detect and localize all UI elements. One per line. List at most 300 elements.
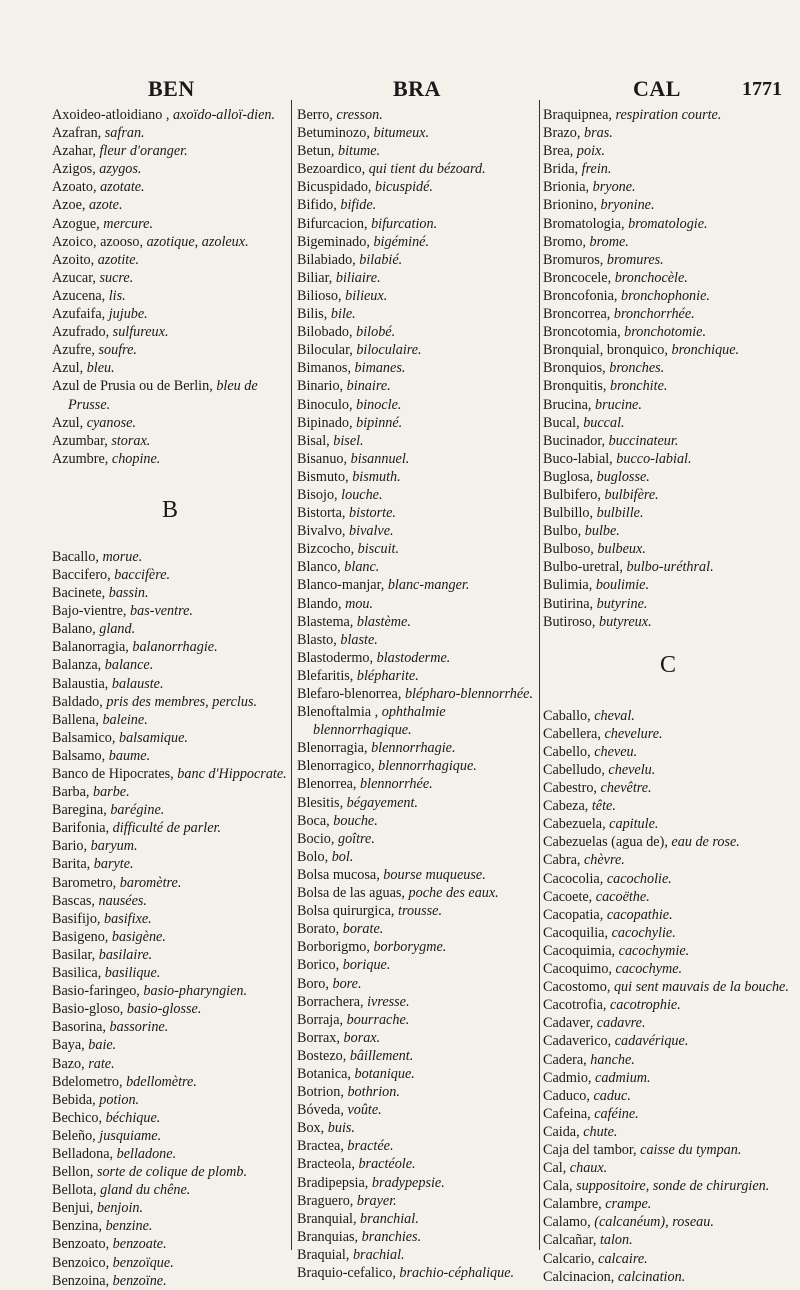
spanish-term: Blando, [297, 595, 346, 612]
dictionary-entry [543, 1051, 793, 1069]
spanish-term: Cal, [543, 1160, 570, 1177]
spanish-term: Bolo, [297, 848, 332, 865]
french-translation: poche des eaux. [408, 885, 499, 902]
french-translation: crampe. [605, 1196, 652, 1213]
spanish-term: Bellota, [52, 1182, 101, 1199]
spanish-term: Caduco, [543, 1087, 594, 1104]
french-translation: bromatologie. [628, 215, 708, 232]
french-translation: boulimie. [595, 577, 650, 594]
french-translation: poix. [576, 143, 605, 160]
dictionary-entry [543, 833, 793, 851]
spanish-term: Calcario, [543, 1250, 599, 1267]
dictionary-entry [297, 576, 537, 594]
spanish-term: Azul, [52, 360, 87, 377]
dictionary-entry [297, 1155, 537, 1173]
dictionary-entry [543, 323, 793, 341]
dictionary-entry [297, 1083, 537, 1101]
spanish-term: Azucar, [52, 269, 100, 286]
dictionary-entry [52, 675, 288, 693]
dictionary-entry [297, 757, 537, 775]
spanish-term: Cabra, [543, 852, 584, 869]
dictionary-entry [543, 1141, 793, 1159]
french-translation: baccifère. [114, 566, 171, 583]
dictionary-entry [52, 892, 288, 910]
spanish-term: Butirina, [543, 595, 597, 612]
french-translation: bronchophonie. [621, 287, 710, 304]
spanish-term: Basilar, [52, 946, 99, 963]
spanish-term: Axoideo-atloidiano , [52, 107, 173, 123]
french-translation: bractée. [347, 1138, 394, 1155]
french-translation: buglosse. [596, 468, 650, 485]
french-translation: hanche. [590, 1051, 635, 1068]
dictionary-entry [543, 595, 793, 613]
spanish-term: Bostezo, [297, 1047, 350, 1064]
spanish-term: Bromatologia, [543, 215, 629, 232]
dictionary-entry [543, 797, 793, 815]
dictionary-entry [297, 468, 537, 486]
spanish-term: Bistorta, [297, 505, 350, 522]
spanish-term: Blanco-manjar, [297, 577, 388, 594]
french-translation: bol. [331, 848, 354, 865]
french-translation: louche. [341, 486, 383, 503]
spanish-term: Cacocolia, [543, 870, 607, 887]
dictionary-entry [543, 870, 793, 888]
spanish-term: Cacoquilia, [543, 924, 612, 941]
dictionary-entry [543, 396, 793, 414]
dictionary-entry [297, 975, 537, 993]
french-translation: cacochylie. [611, 924, 676, 941]
spanish-term: Cacopatia, [543, 906, 607, 923]
spanish-term: Branquias, [297, 1228, 362, 1245]
column-3 [543, 106, 793, 1286]
spanish-term: Caballo, [543, 707, 595, 724]
dictionary-entry [52, 874, 288, 892]
spanish-term: Borraja, [297, 1011, 347, 1028]
french-translation: azotite. [97, 251, 140, 268]
column-1 [52, 106, 288, 1290]
spanish-term: Basifijo, [52, 910, 105, 927]
french-translation: azotique, azoleux. [146, 233, 249, 250]
french-translation: jusquiame. [99, 1127, 162, 1144]
dictionary-entry [52, 178, 288, 196]
dictionary-entry [52, 305, 288, 323]
dictionary-entry [52, 1217, 288, 1235]
french-translation: brucine. [595, 396, 642, 413]
spanish-term: Cabellera, [543, 725, 605, 742]
dictionary-entry [52, 656, 288, 674]
french-translation: blastoderme. [376, 649, 451, 666]
spanish-term: Bilioso, [297, 287, 346, 304]
spanish-term: Belladona, [52, 1145, 117, 1162]
spanish-term: Blefaro-blenorrea, [297, 686, 405, 702]
french-translation: bouche. [333, 812, 378, 829]
dictionary-entry [297, 1174, 537, 1192]
dictionary-entry [52, 837, 288, 855]
french-translation: bras. [583, 125, 613, 142]
dictionary-entry [52, 620, 288, 638]
spanish-term: Barometro, [52, 874, 120, 891]
french-translation: baromètre. [119, 874, 182, 891]
spanish-term: Azucena, [52, 287, 109, 304]
dictionary-entry [297, 142, 537, 160]
spanish-term: Basorina, [52, 1019, 110, 1036]
dictionary-entry [297, 993, 537, 1011]
column-divider [291, 100, 292, 1250]
french-translation: cyanose. [86, 414, 136, 431]
dictionary-entry [52, 251, 288, 269]
french-translation: cacochyme. [615, 961, 683, 978]
french-translation: caféine. [594, 1105, 639, 1122]
dictionary-entry [543, 888, 793, 906]
dictionary-entry [543, 178, 793, 196]
dictionary-entry [543, 1177, 793, 1195]
french-translation: cresson. [336, 107, 383, 123]
spanish-term: Binario, [297, 378, 347, 395]
spanish-term: Borborigmo, [297, 939, 374, 956]
spanish-term: Cafeina, [543, 1105, 595, 1122]
dictionary-entry [52, 602, 288, 620]
dictionary-entry [543, 1159, 793, 1177]
french-translation: biscuit. [357, 541, 400, 558]
french-translation: benzine. [105, 1218, 153, 1235]
french-translation: rate. [88, 1055, 115, 1072]
dictionary-entry [52, 638, 288, 656]
french-translation: lis. [108, 287, 126, 304]
dictionary-entry [52, 729, 288, 747]
french-translation: bulbo-uréthral. [626, 559, 714, 576]
dictionary-entry [297, 251, 537, 269]
dictionary-entry [297, 1246, 537, 1264]
dictionary-entry [543, 558, 793, 576]
french-translation: butyreux. [598, 613, 652, 630]
spanish-term: Bóveda, [297, 1102, 348, 1119]
page-number: 1771 [742, 78, 782, 100]
dictionary-entry [52, 982, 288, 1000]
dictionary-entry [297, 377, 537, 395]
french-translation: bronchotomie. [624, 324, 706, 341]
spanish-term: Box, [297, 1120, 328, 1137]
french-translation: gland du chêne. [100, 1182, 191, 1199]
spanish-term: Caja del tambor, [543, 1141, 641, 1158]
spanish-term: Braquio-cefalico, [297, 1265, 400, 1281]
french-translation: branchial. [360, 1210, 419, 1227]
dictionary-entry [52, 1163, 288, 1181]
dictionary-entry [297, 124, 537, 142]
spanish-term: Botanica, [297, 1065, 355, 1082]
dictionary-entry [52, 106, 288, 124]
dictionary-entry [543, 233, 793, 251]
spanish-term: Calamo, [543, 1214, 595, 1231]
dictionary-entry [297, 884, 537, 902]
spanish-term: Bacallo, [52, 548, 103, 565]
french-translation: capitule. [609, 816, 659, 833]
spanish-term: Braquial, [297, 1246, 353, 1263]
french-translation: benzoïne. [112, 1272, 167, 1289]
spanish-term: Balsamico, [52, 729, 119, 746]
spanish-term: Baldado, [52, 693, 107, 710]
spanish-term: Bimanos, [297, 360, 355, 377]
french-translation: bilobé. [356, 324, 396, 341]
spanish-term: Azafran, [52, 125, 105, 142]
french-translation: blépharo-blennorrhée. [404, 686, 533, 702]
dictionary-entry [52, 566, 288, 584]
spanish-term: Bulbo-uretral, [543, 559, 627, 576]
dictionary-entry [297, 956, 537, 974]
french-translation: borax. [343, 1029, 381, 1046]
dictionary-entry [297, 1011, 537, 1029]
french-translation: bilieux. [345, 287, 388, 304]
french-translation: azygos. [99, 161, 142, 178]
dictionary-entry [297, 106, 537, 124]
french-translation: bryone. [592, 179, 636, 196]
dictionary-entry [52, 1181, 288, 1199]
french-translation: basilique. [104, 965, 161, 982]
dictionary-entry [543, 359, 793, 377]
french-translation: fleur d'oranger. [99, 143, 188, 160]
french-translation: bourrache. [346, 1011, 410, 1028]
french-translation: chevelure. [604, 725, 663, 742]
french-translation: respiration courte. [615, 107, 722, 123]
dictionary-entry [297, 613, 537, 631]
dictionary-entry [52, 1109, 288, 1127]
spanish-term: Broncotomia, [543, 324, 625, 341]
french-translation: branchies. [361, 1228, 422, 1245]
french-translation: balanorrhagie. [132, 639, 218, 656]
dictionary-entry [52, 233, 288, 251]
french-translation: biloculaire. [356, 342, 422, 359]
spanish-term: Bigeminado, [297, 233, 374, 250]
spanish-term: Braguero, [297, 1192, 357, 1209]
french-translation: sorte de colique de plomb. [96, 1164, 248, 1181]
french-translation: cadavérique. [614, 1033, 689, 1050]
spanish-term: Bismuto, [297, 468, 353, 485]
spanish-term: Bilabiado, [297, 251, 360, 268]
dictionary-entry [297, 866, 537, 884]
dictionary-entry [543, 377, 793, 395]
french-translation: trousse. [398, 903, 443, 920]
spanish-term: Azoe, [52, 197, 90, 214]
dictionary-entry [297, 450, 537, 468]
dictionary-entry [297, 1192, 537, 1210]
dictionary-entry [297, 233, 537, 251]
dictionary-entry [52, 1018, 288, 1036]
spanish-term: Bucal, [543, 414, 584, 431]
french-translation: butyrine. [596, 595, 648, 612]
dictionary-entry [297, 920, 537, 938]
spanish-term: Bisanuo, [297, 450, 351, 467]
french-translation: bas-ventre. [130, 603, 193, 620]
spanish-term: Bascas, [52, 892, 99, 909]
dictionary-entry [52, 1073, 288, 1091]
spanish-term: Basigeno, [52, 928, 112, 945]
dictionary-entry [543, 251, 793, 269]
dictionary-entry [297, 160, 537, 178]
french-translation: bitumeux. [373, 125, 430, 142]
french-translation: bronchite. [610, 378, 668, 395]
dictionary-entry [297, 938, 537, 956]
french-translation: blanc-manger. [387, 577, 470, 594]
french-translation: frein. [581, 161, 612, 178]
french-translation: borborygme. [373, 939, 447, 956]
section-letter: B [161, 496, 178, 523]
french-translation: blépharite. [356, 667, 419, 684]
spanish-term: Beleño, [52, 1127, 100, 1144]
dictionary-entry [52, 414, 288, 432]
french-translation: difficulté de parler. [112, 820, 222, 837]
spanish-term: Bilocular, [297, 342, 357, 359]
french-translation: bulbe. [584, 523, 620, 540]
spanish-term: Blenorrea, [297, 776, 361, 793]
spanish-term: Bajo-vientre, [52, 603, 131, 620]
dictionary-entry [297, 649, 537, 667]
dictionary-entry [52, 765, 288, 783]
spanish-term: Biliar, [297, 269, 336, 286]
dictionary-entry [297, 215, 537, 233]
spanish-term: Blasto, [297, 631, 341, 648]
spanish-term: Azumbre, [52, 450, 112, 467]
french-translation: bdellomètre. [126, 1073, 197, 1090]
spanish-term: Borrachera, [297, 993, 368, 1010]
french-translation: ophthalmie blennorrhagique. [313, 704, 446, 739]
spanish-term: Cabezuelas (agua de), [543, 834, 672, 851]
spanish-term: Bacinete, [52, 585, 109, 602]
spanish-term: Barifonia, [52, 820, 113, 837]
spanish-term: Benzoina, [52, 1272, 113, 1289]
spanish-term: Basilica, [52, 965, 105, 982]
spanish-term: Bezoardico, [297, 161, 369, 178]
french-translation: basilaire. [98, 946, 153, 963]
spanish-term: Cacotrofia, [543, 997, 610, 1014]
french-translation: chaux. [569, 1160, 608, 1177]
spanish-term: Benzoico, [52, 1254, 113, 1271]
dictionary-entry [543, 504, 793, 522]
spanish-term: Bronquitis, [543, 378, 611, 395]
dictionary-entry [52, 432, 288, 450]
spanish-term: Bdelometro, [52, 1073, 127, 1090]
spanish-term: Boro, [297, 975, 333, 992]
french-translation: goître. [337, 830, 375, 847]
french-translation: buccal. [583, 414, 625, 431]
dictionary-entry [297, 522, 537, 540]
french-translation: cacotrophie. [609, 997, 681, 1014]
spanish-term: Bracteola, [297, 1156, 359, 1173]
spanish-term: Butiroso, [543, 613, 599, 630]
spanish-term: Bolsa quirurgica, [297, 903, 399, 920]
spanish-term: Azoico, azooso, [52, 233, 147, 250]
spanish-term: Cacostomo, [543, 979, 614, 996]
dictionary-entry [52, 450, 288, 468]
spanish-term: Barita, [52, 856, 94, 873]
dictionary-entry [52, 928, 288, 946]
spanish-term: Basio-faringeo, [52, 983, 144, 1000]
french-translation: gland. [99, 621, 136, 638]
spanish-term: Balsamo, [52, 747, 109, 764]
french-translation: bismuth. [352, 468, 401, 485]
dictionary-entry [297, 848, 537, 866]
dictionary-entry [543, 1123, 793, 1141]
spanish-term: Brazo, [543, 125, 584, 142]
dictionary-entry [543, 851, 793, 869]
french-translation: blennorrhagie. [371, 740, 456, 757]
french-translation: bitume. [337, 143, 381, 160]
dictionary-entry [297, 703, 537, 739]
dictionary-entry [297, 178, 537, 196]
spanish-term: Barba, [52, 784, 93, 801]
spanish-term: Bulimia, [543, 577, 596, 594]
dictionary-entry [52, 341, 288, 359]
french-translation: barbe. [92, 784, 130, 801]
dictionary-entry [297, 595, 537, 613]
dictionary-entry [297, 667, 537, 685]
french-translation: bradypepsie. [371, 1174, 445, 1191]
spanish-term: Brea, [543, 143, 577, 160]
spanish-term: Bechico, [52, 1109, 106, 1126]
column-divider [539, 100, 540, 1250]
french-translation: benzoïque. [112, 1254, 174, 1271]
spanish-term: Ballena, [52, 711, 103, 728]
spanish-term: Bellon, [52, 1164, 97, 1181]
dictionary-entry [297, 323, 537, 341]
french-translation: basio-pharyngien. [143, 983, 248, 1000]
dictionary-entry [52, 196, 288, 214]
dictionary-entry [543, 1032, 793, 1050]
dictionary-entry [52, 819, 288, 837]
spanish-term: Cacoete, [543, 888, 596, 905]
french-translation: blennorrhée. [360, 776, 433, 793]
dictionary-entry [297, 812, 537, 830]
dictionary-entry [52, 801, 288, 819]
spanish-term: Blanco, [297, 559, 345, 576]
french-translation: bivalve. [349, 523, 394, 540]
spanish-term: Azufre, [52, 342, 99, 359]
french-translation: benzoate. [112, 1236, 167, 1253]
french-translation: bimanes. [354, 360, 406, 377]
spanish-term: Berro, [297, 107, 337, 123]
french-translation: baleine. [102, 711, 148, 728]
dictionary-entry [297, 305, 537, 323]
french-translation: azotate. [100, 179, 145, 196]
french-translation: bilabié. [359, 251, 403, 268]
dictionary-entry [297, 1137, 537, 1155]
spanish-term: Bisal, [297, 432, 334, 449]
french-translation: bulbifère. [604, 486, 659, 503]
dictionary-entry [543, 960, 793, 978]
dictionary-entry [543, 576, 793, 594]
french-translation: biliaire. [335, 269, 381, 286]
dictionary-entry [543, 906, 793, 924]
dictionary-entry [52, 142, 288, 160]
dictionary-entry [52, 1055, 288, 1073]
dictionary-entry [543, 924, 793, 942]
dictionary-entry [52, 548, 288, 566]
spanish-term: Bucinador, [543, 432, 609, 449]
dictionary-entry [543, 978, 793, 996]
spanish-term: Borrax, [297, 1029, 344, 1046]
french-translation: brachial. [352, 1246, 405, 1263]
dictionary-entry [543, 1231, 793, 1249]
spanish-term: Bifido, [297, 197, 341, 214]
spanish-term: Baya, [52, 1037, 89, 1054]
french-translation: bicuspidé. [375, 179, 433, 196]
french-translation: bégayement. [346, 794, 418, 811]
french-translation: balsamique. [118, 729, 188, 746]
dictionary-entry [52, 1000, 288, 1018]
spanish-term: Bronquios, [543, 360, 610, 377]
dictionary-entry [297, 1101, 537, 1119]
french-translation: binaire. [346, 378, 391, 395]
french-translation: bisannuel. [350, 450, 410, 467]
dictionary-entry [543, 1105, 793, 1123]
